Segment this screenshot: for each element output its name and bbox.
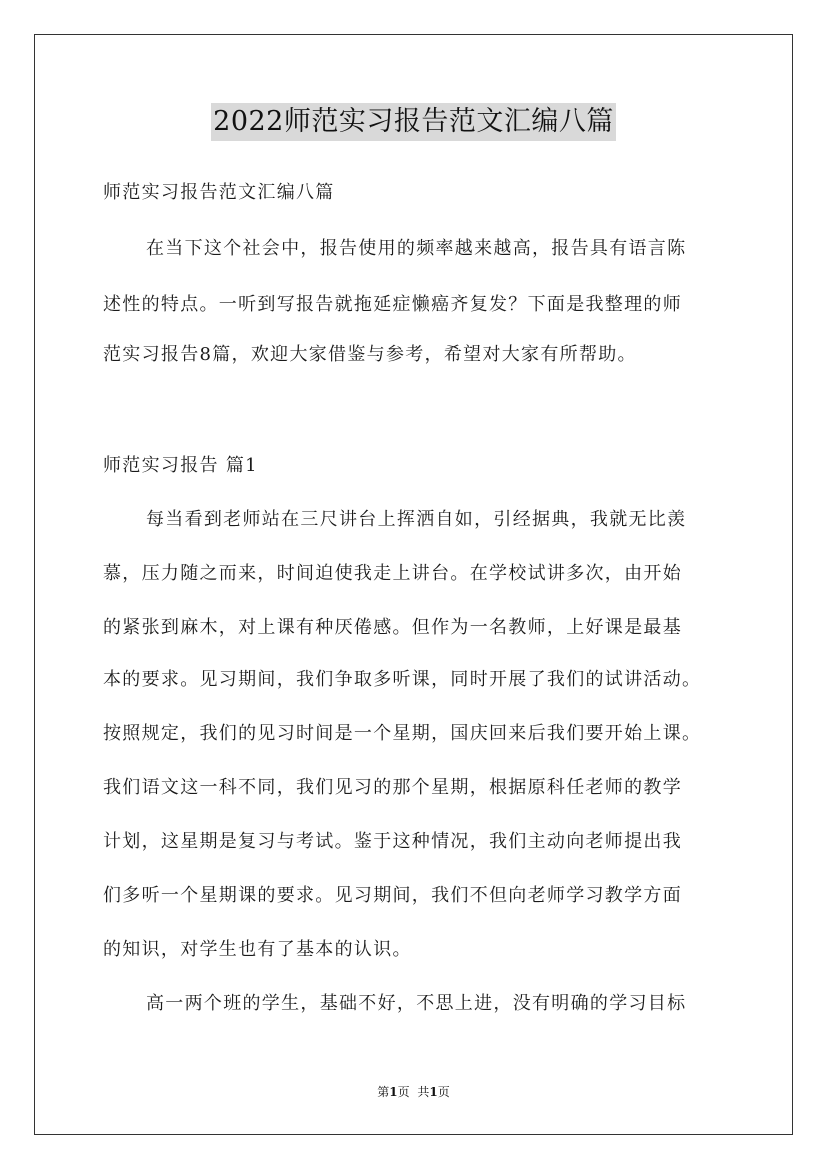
document-title: 2022师范实习报告范文汇编八篇 [211, 103, 616, 141]
intro-line-2: 述性的特点。一听到写报告就拖延症懒癌齐复发？下面是我整理的师 [103, 294, 682, 315]
paragraph1-line-4: 本的要求。见习期间，我们争取多听课，同时开展了我们的试讲活动。 [103, 669, 702, 690]
paragraph2-line-1: 高一两个班的学生，基础不好，不思上进，没有明确的学习目标 [146, 993, 687, 1014]
paragraph1-line-9: 的知识，对学生也有了基本的认识。 [103, 939, 412, 960]
paragraph1-line-2: 慕，压力随之而来，时间迫使我走上讲台。在学校试讲多次，由开始 [103, 563, 682, 584]
intro-line-3: 范实习报告8篇，欢迎大家借鉴与参考，希望对大家有所帮助。 [103, 344, 637, 365]
section-heading: 师范实习报告 篇1 [103, 455, 258, 476]
paragraph1-line-7: 计划，这星期是复习与考试。鉴于这种情况，我们主动向老师提出我 [103, 831, 682, 852]
footer-page-suffix: 页 [397, 1085, 410, 1099]
footer-total-number: 1 [429, 1085, 438, 1099]
title-container [0, 103, 827, 141]
paragraph1-line-1: 每当看到老师站在三尺讲台上挥洒自如，引经据典，我就无比羡 [146, 509, 687, 530]
intro-line-1: 在当下这个社会中，报告使用的频率越来越高，报告具有语言陈 [146, 238, 687, 259]
paragraph1-line-5: 按照规定，我们的见习时间是一个星期，国庆回来后我们要开始上课。 [103, 723, 702, 744]
footer-total-prefix: 共 [417, 1085, 430, 1099]
footer-total-suffix: 页 [437, 1085, 450, 1099]
paragraph1-line-6: 我们语文这一科不同，我们见习的那个星期，根据原科任老师的教学 [103, 777, 682, 798]
footer-page-number: 1 [389, 1085, 398, 1099]
paragraph1-line-8: 们多听一个星期课的要求。见习期间，我们不但向老师学习教学方面 [103, 885, 682, 906]
paragraph1-line-3: 的紧张到麻木，对上课有种厌倦感。但作为一名教师，上好课是最基 [103, 617, 682, 638]
footer-page-prefix: 第 [377, 1085, 390, 1099]
subtitle: 师范实习报告范文汇编八篇 [103, 182, 335, 203]
page-footer [0, 1084, 827, 1100]
